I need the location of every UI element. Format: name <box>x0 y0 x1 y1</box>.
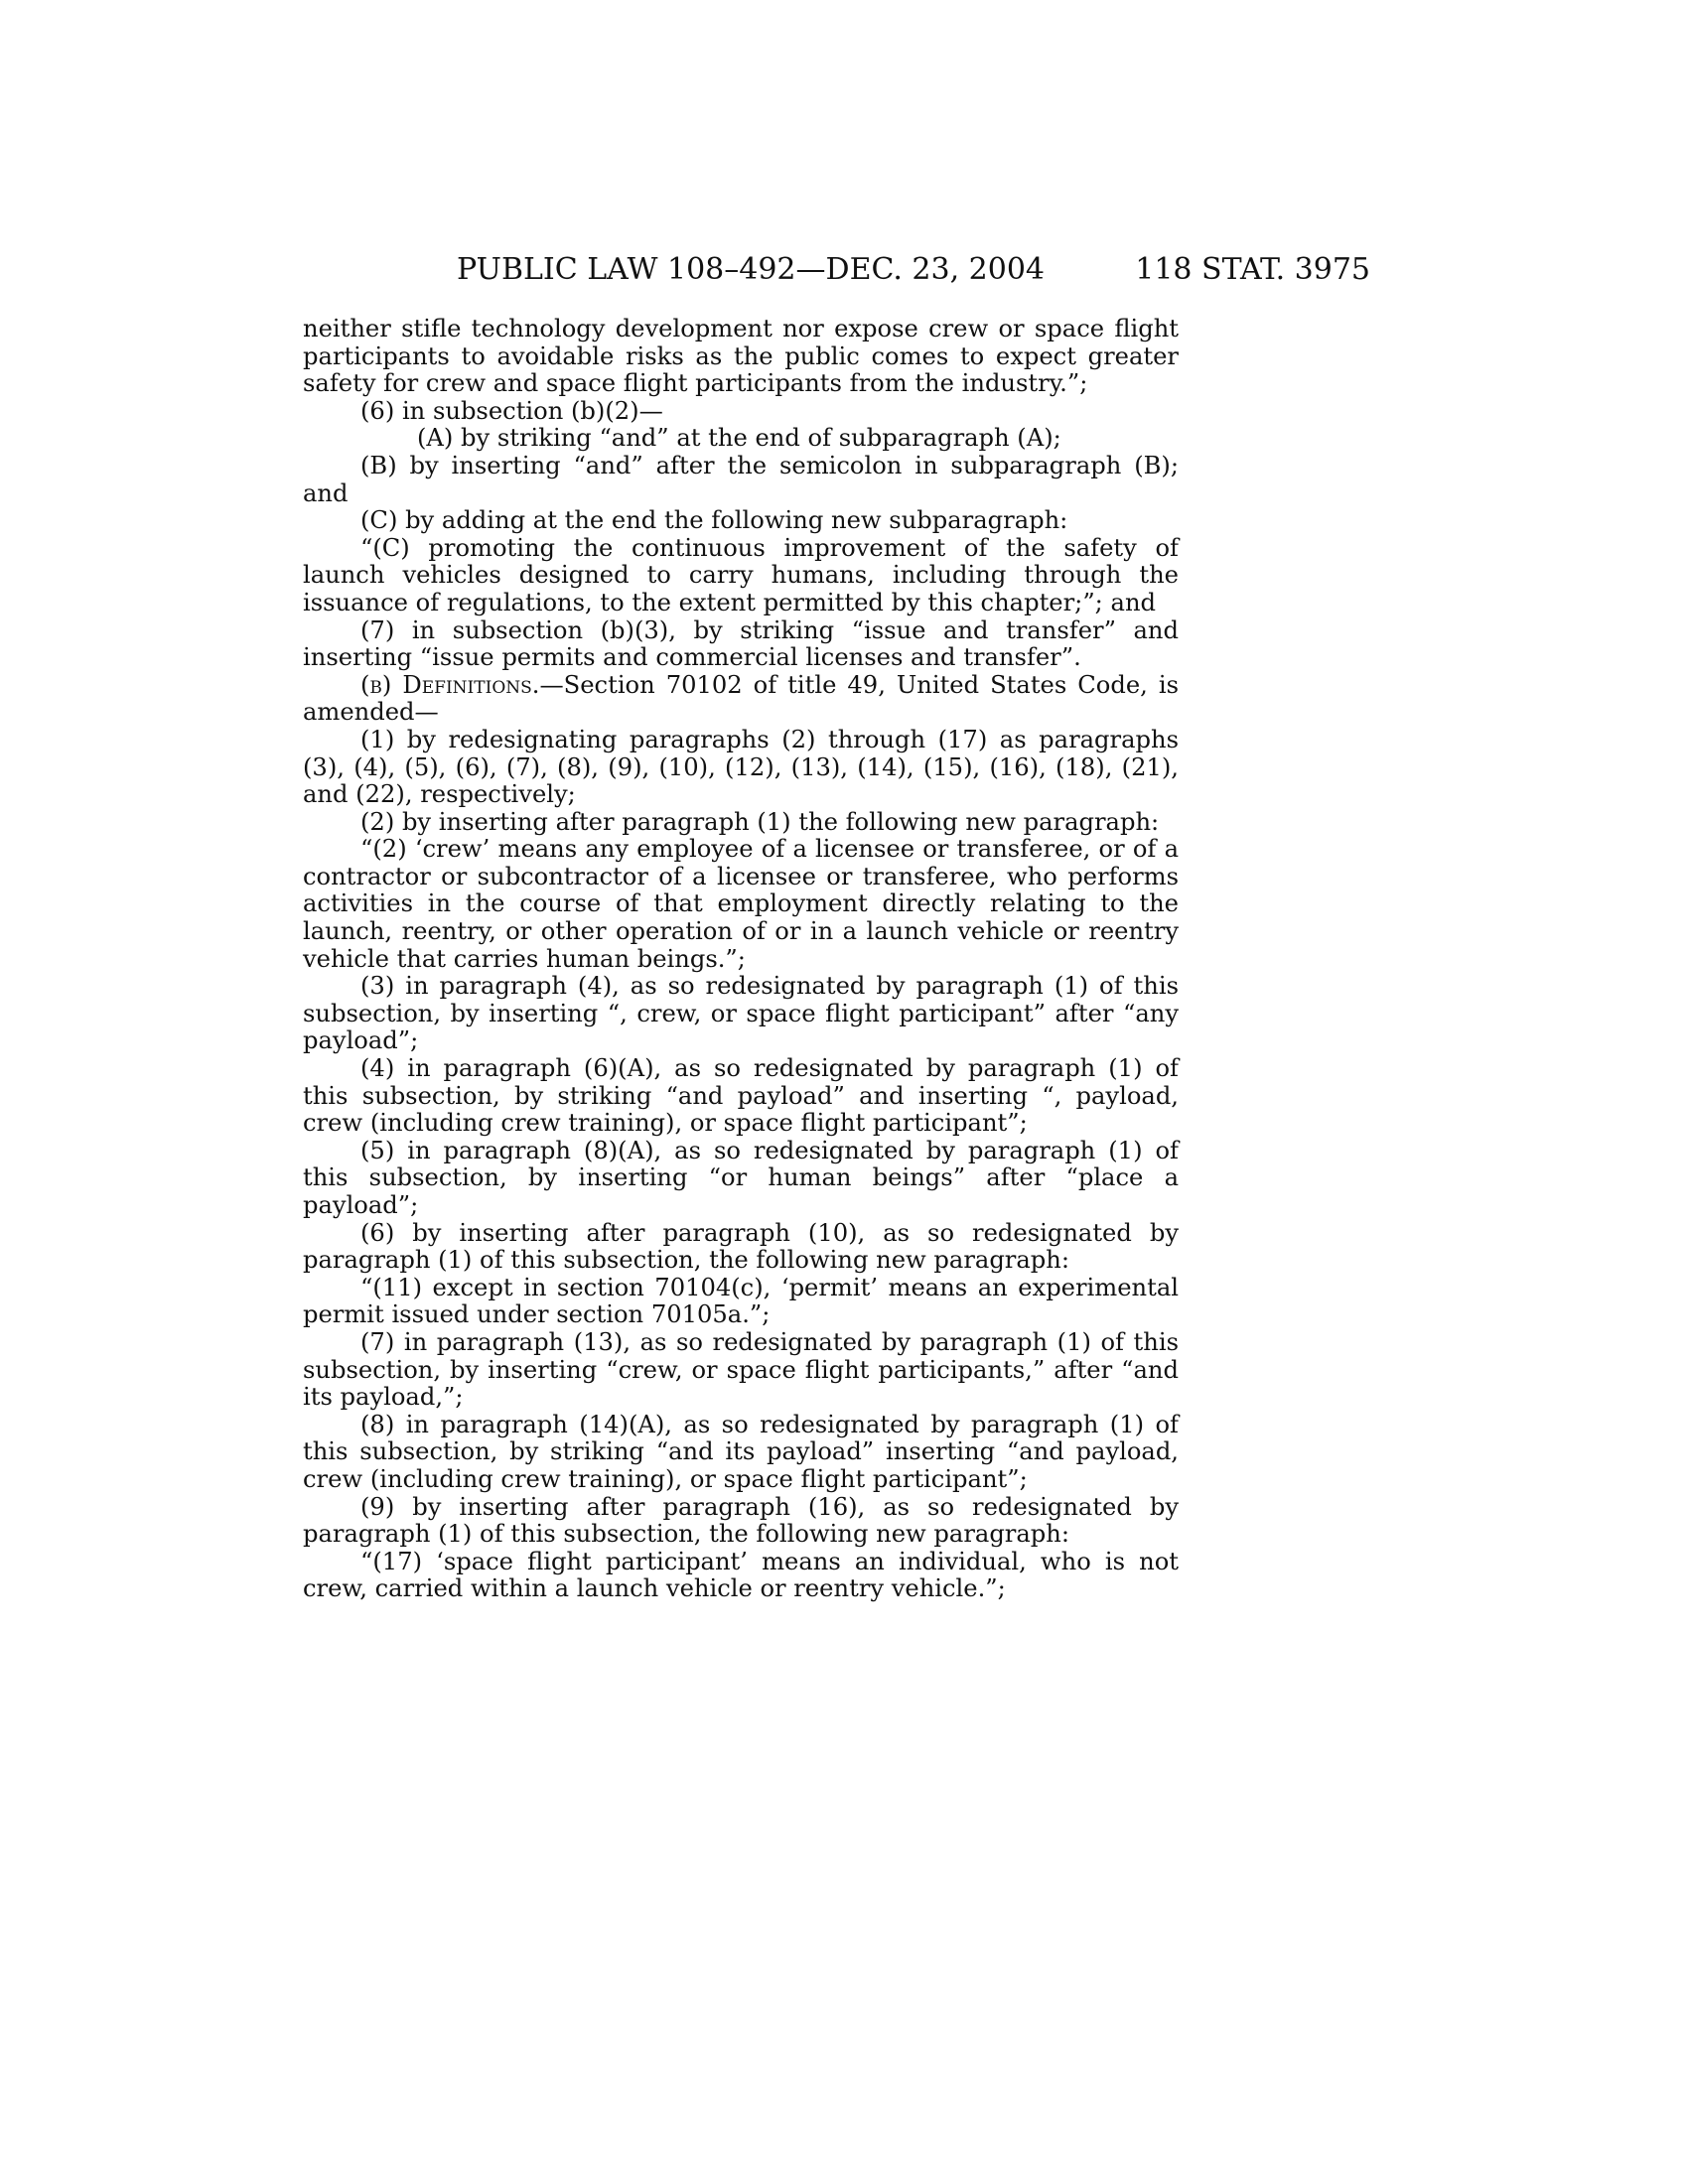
paragraph-7: (7) in subsection (b)(3), by striking “issue and transfer” and inserting “issue permits and commercial licenses and transfer”. <box>303 615 1179 672</box>
quoted-permit-definition: “(11) except in section 70104(c), ‘permit’ means an experimental permit issued under section 70105a.”; <box>303 1273 1179 1329</box>
quoted-subparagraph-c: “(C) promoting the continuous improvement of the safety of launch vehicles designed to carry humans, including through the issuance of regulations, to the extent permitted by this chapter;”; and <box>303 533 1179 616</box>
definitions-paragraph-2: (2) by inserting after paragraph (1) the following new paragraph: <box>360 807 1160 836</box>
paragraph-continuation: neither stifle technology development nor expose crew or space flight participants to avoidable risks as the public comes to expect greater safety for crew and space flight participants from the industry.”; <box>303 315 1179 398</box>
subsection-heading: (b) Definitions. <box>360 670 540 699</box>
subparagraph-b: (B) by inserting “and” after the semicolon in subparagraph (B); and <box>303 451 1179 507</box>
definitions-paragraph-8: (8) in paragraph (14)(A), as so redesignated by paragraph (1) of this subsection, by striking “and its payload” inserting “and payload, crew (including crew training), or space flight participant”; <box>303 1410 1179 1493</box>
running-head-title: PUBLIC LAW 108–492—DEC. 23, 2004 <box>457 252 1046 287</box>
definitions-paragraph-4: (4) in paragraph (6)(A), as so redesignated by paragraph (1) of this subsection, by striking “and payload” and inserting “, payload, crew (including crew training), or space flight participant”; <box>303 1054 1179 1138</box>
definitions-paragraph-7: (7) in paragraph (13), as so redesignated by paragraph (1) of this subsection, by inserting “crew, or space flight participants,” after “and its payload,”; <box>303 1327 1179 1412</box>
definitions-paragraph-9: (9) by inserting after paragraph (16), as so redesignated by paragraph (1) of this subsection, the following new paragraph: <box>303 1492 1179 1549</box>
paragraph-6-intro: (6) in subsection (b)(2)— <box>360 396 663 425</box>
subsection-text: —Section 70102 of title 49, United States Code, is amended— <box>303 670 1179 727</box>
subparagraph-a: (A) by striking “and” at the end of subparagraph (A); <box>417 424 1061 453</box>
definitions-paragraph-5: (5) in paragraph (8)(A), as so redesignated by paragraph (1) of this subsection, by inserting “or human beings” after “place a payload”; <box>303 1136 1179 1219</box>
subparagraph-c: (C) by adding at the end the following new subparagraph: <box>360 506 1068 535</box>
definitions-paragraph-6: (6) by inserting after paragraph (10), as so redesignated by paragraph (1) of this subsection, the following new paragraph: <box>303 1218 1179 1275</box>
definitions-paragraph-1: (1) by redesignating paragraphs (2) through (17) as paragraphs (3), (4), (5), (6), (7), (8), (9), (10), (12), (13), (14), (15), (16), (18), (21), and (22), respectively; <box>303 725 1179 809</box>
definitions-paragraph-3: (3) in paragraph (4), as so redesignated by paragraph (1) of this subsection, by inserting “, crew, or space flight participant” after “any payload”; <box>303 972 1179 1055</box>
quoted-space-flight-participant-definition: “(17) ‘space flight participant’ means an individual, who is not crew, carried within a launch vehicle or reentry vehicle.”; <box>303 1547 1179 1603</box>
running-head-page-ref: 118 STAT. 3975 <box>1135 252 1370 287</box>
subsection-b-definitions <box>303 672 1179 727</box>
quoted-crew-definition: “(2) ‘crew’ means any employee of a licensee or transferee, or of a contractor or subcontractor of a licensee or transferee, who performs activities in the course of that employment directly relating to the launch, reentry, or other operation of or in a launch vehicle or reentry vehicle that carries human beings.”; <box>303 835 1179 973</box>
statute-text <box>303 316 1179 1603</box>
running-head <box>457 250 1370 290</box>
